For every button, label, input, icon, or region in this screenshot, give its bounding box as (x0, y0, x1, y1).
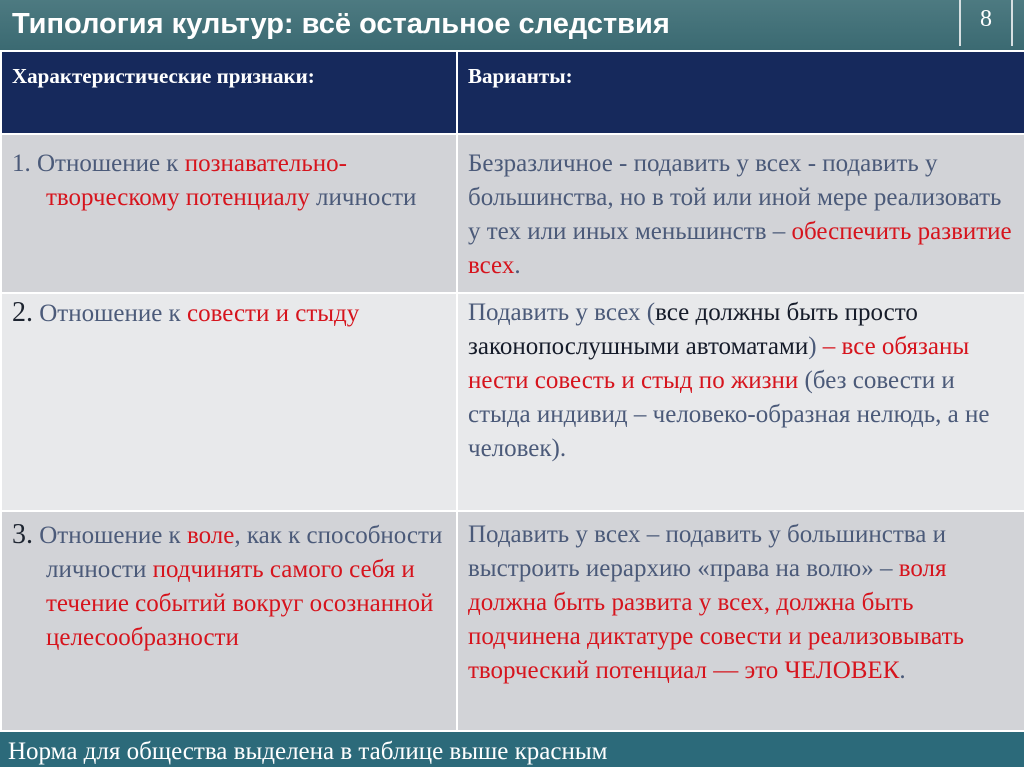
row1-label-highlight: познавательно-творческому потенциалу (46, 150, 347, 211)
row2-number: 2. (12, 297, 33, 328)
header-characteristics: Характеристические признаки: (1, 51, 457, 134)
row3-label-highlight: подчинять самого себя и течение событий вокруг осознанной целесообразности (46, 556, 434, 651)
row2-label-highlight: совести и стыду (186, 300, 360, 327)
row1-characteristic (1, 134, 457, 293)
slide-title: Типология культур: всё остальное следствия (12, 8, 670, 40)
row2-variant-dark: все должны быть просто законопослушными автоматами (468, 299, 918, 360)
row3-variant: Подавить у всех – подавить у большинства и выстроить иерархию «права на волю» – воля должна быть развита у всех, должна быть подчинена диктатуре совести и реализовывать творческий потенциал — это ЧЕЛОВЕК. (457, 511, 1024, 731)
slide-number: 8 (959, 0, 1013, 46)
footer-bar (0, 732, 1024, 767)
row3-variant-highlight: воля должна быть развита у всех, должна быть подчинена диктатуре совести и реализовывать творческий потенциал — это ЧЕЛОВЕК (468, 555, 964, 684)
table-row (1, 293, 1024, 511)
row3-label-highlight-will: воле (186, 522, 235, 549)
row2-characteristic (1, 293, 457, 511)
row2-label: 2. Отношение к совести и стыду (12, 297, 360, 328)
header-row (1, 51, 1024, 134)
row3-number: 3. (12, 519, 33, 550)
table-row (1, 511, 1024, 731)
header-variants: Варианты: (457, 51, 1024, 134)
row1-variant-highlight: обеспечить развитие всех (468, 218, 1012, 279)
row1-number: 1. (12, 150, 31, 177)
row3-label: 3. Отношение к воле, как к способности личности подчинять самого себя и течение событий вокруг осознанной целесообразности (12, 519, 443, 651)
footer-note: Норма для общества выделена в таблице выше красным (8, 738, 608, 765)
row1-label: 1. Отношение к познавательно-творческому потенциалу личности (12, 150, 417, 211)
table-row (1, 134, 1024, 293)
title-bar (0, 0, 1024, 50)
row2-variant-highlight: – все обязаны нести совесть и стыд по жизни (468, 333, 970, 394)
row1-variant: Безразличное - подавить у всех - подавить у большинства, но в той или иной мере реализовать у тех или иных меньшинств – обеспечить развитие всех. (457, 134, 1024, 293)
typology-table (0, 50, 1024, 732)
row2-variant: Подавить у всех (все должны быть просто законопослушными автоматами) – все обязаны нести совесть и стыд по жизни (без совести и стыда индивид – человеко-образная нелюдь, а не человек). (457, 293, 1024, 511)
row3-characteristic (1, 511, 457, 731)
